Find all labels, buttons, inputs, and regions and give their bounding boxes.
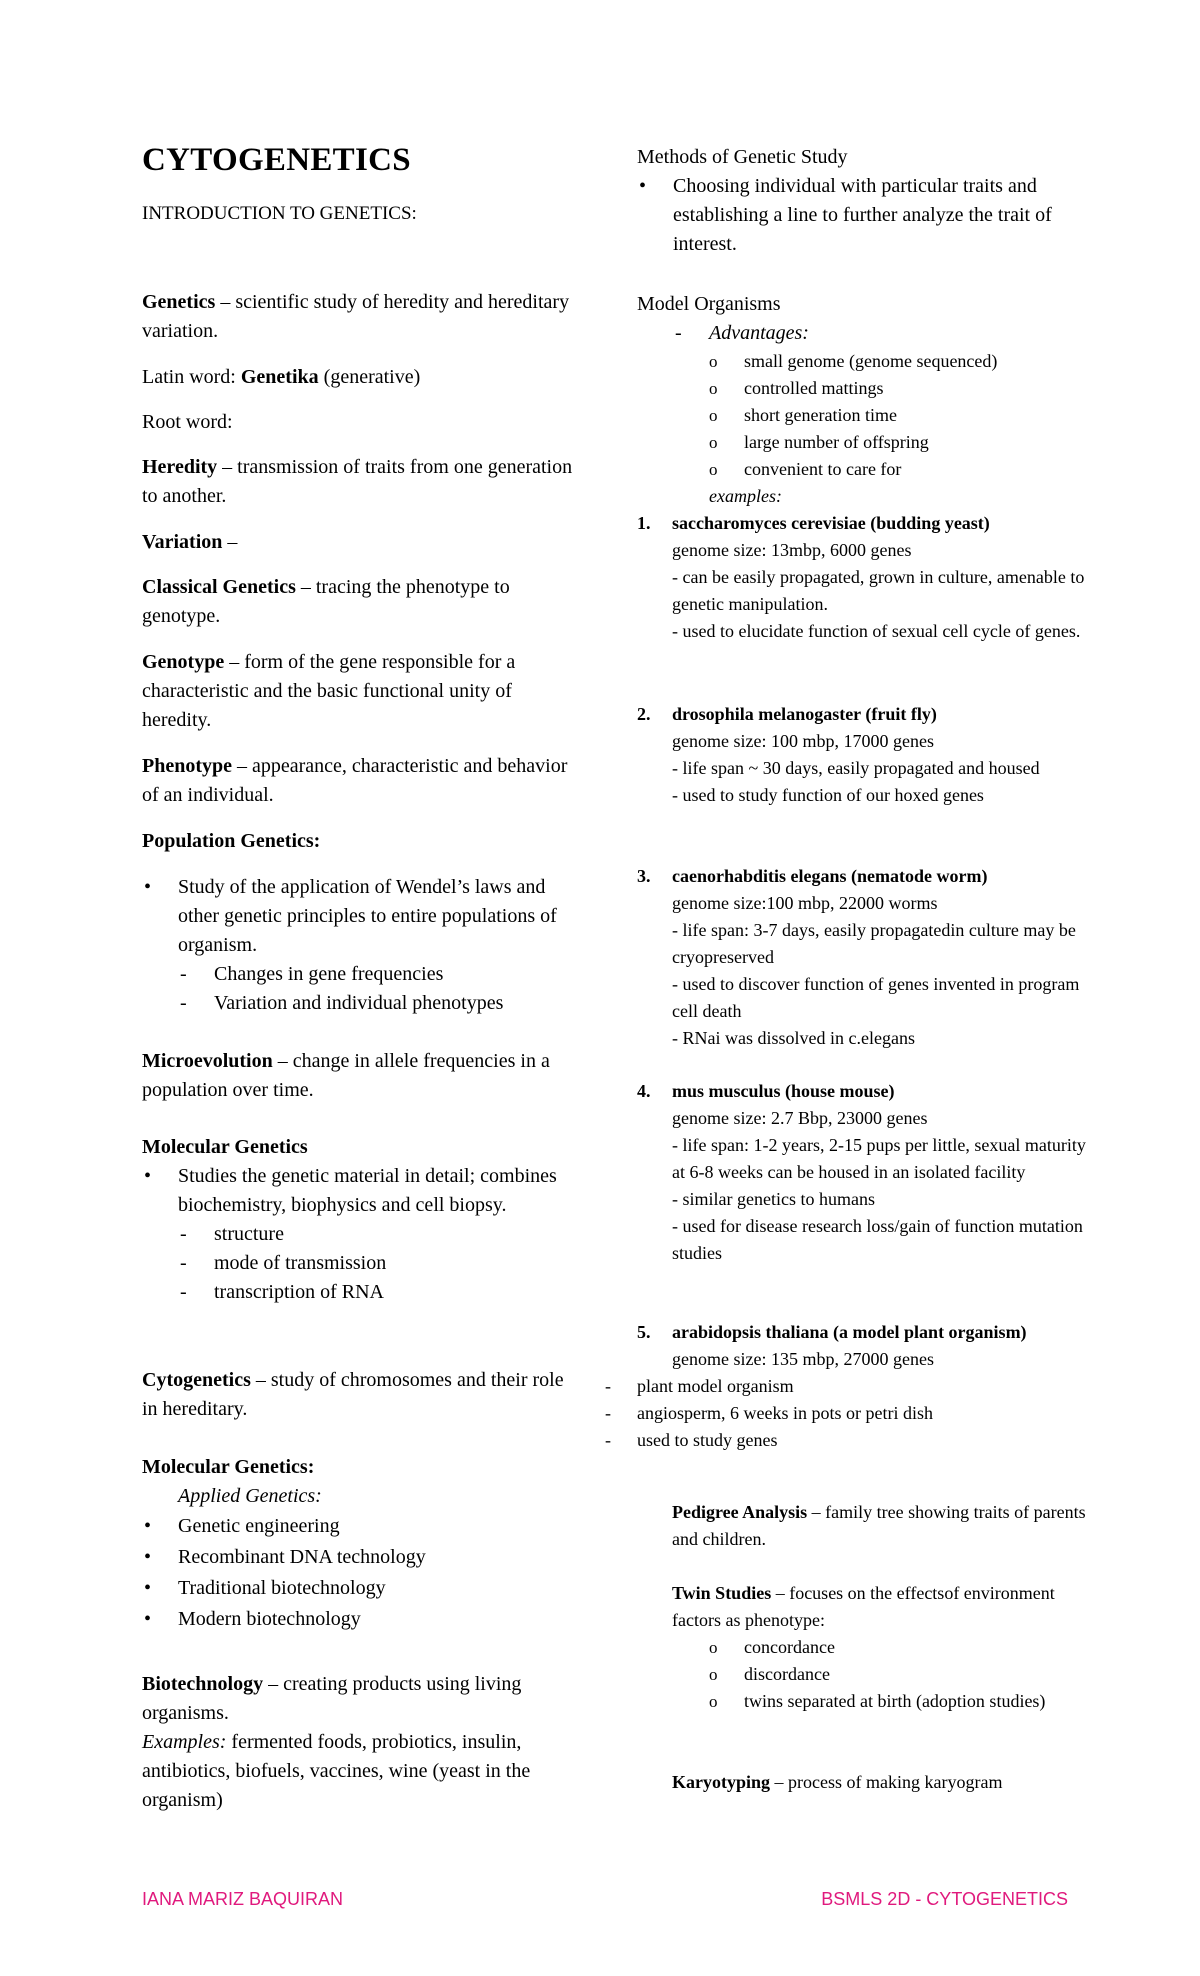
term: Pedigree Analysis bbox=[672, 1502, 808, 1522]
methods-list bbox=[637, 172, 1077, 259]
definition: – process of making karyogram bbox=[770, 1772, 1003, 1792]
pedigree-analysis-definition bbox=[672, 1499, 1087, 1553]
list-item: o convenient to care for bbox=[637, 456, 1077, 483]
list-item: o large number of offspring bbox=[637, 429, 1077, 456]
list-item: - Variation and individual phenotypes bbox=[142, 989, 582, 1018]
number: 2. bbox=[637, 704, 651, 724]
organism-name: arabidopsis thaliana (a model plant organism) bbox=[672, 1322, 1027, 1342]
term: Microevolution bbox=[142, 1050, 273, 1072]
molecular-genetics-list bbox=[142, 1162, 582, 1307]
line: - used to study function of our hoxed genes bbox=[672, 785, 984, 805]
organism-4 bbox=[637, 1078, 1087, 1267]
phenotype-definition bbox=[142, 752, 582, 810]
label: Examples: bbox=[142, 1731, 227, 1753]
definition: – form of the gene responsible for a characteristic and the basic functional unity of heredity. bbox=[142, 651, 516, 731]
definition: – study of chromosomes and their role in hereditary. bbox=[142, 1369, 564, 1420]
examples-text: fermented foods, probiotics, insulin, antibiotics, biofuels, vaccines, wine (yeast in the organism) bbox=[142, 1731, 531, 1811]
note: (generative) bbox=[318, 366, 421, 388]
list-item: - plant model organism bbox=[637, 1373, 1087, 1400]
term: Genetika bbox=[240, 366, 319, 388]
genetics-definition bbox=[142, 288, 582, 346]
heredity-definition bbox=[142, 453, 582, 511]
karyotyping-definition bbox=[672, 1769, 1087, 1796]
organism-name: caenorhabditis elegans (nematode worm) bbox=[672, 866, 988, 886]
organism-name: saccharomyces cerevisiae (budding yeast) bbox=[672, 513, 990, 533]
definition: – focuses on the effectsof environment factors as phenotype: bbox=[672, 1583, 1055, 1630]
organism-name: mus musculus (house mouse) bbox=[672, 1081, 895, 1101]
definition: – tracing the phenotype to genotype. bbox=[142, 576, 510, 627]
twin-studies-list bbox=[637, 1634, 1087, 1715]
examples-label: examples: bbox=[709, 486, 782, 506]
advantages-label-block bbox=[637, 319, 1077, 348]
list-item: • Study of the application of Wendel’s laws and other genetic principles to entire populations of organism. bbox=[142, 873, 582, 960]
genotype-definition bbox=[142, 648, 582, 735]
line: - used for disease research loss/gain of function mutation studies bbox=[672, 1216, 1083, 1263]
list-item: o twins separated at birth (adoption studies) bbox=[637, 1688, 1087, 1715]
list-item: - angiosperm, 6 weeks in pots or petri dish bbox=[637, 1400, 1087, 1427]
list-item: - Changes in gene frequencies bbox=[142, 960, 582, 989]
organism-3 bbox=[637, 863, 1087, 1052]
term: Karyotyping bbox=[672, 1772, 771, 1792]
list-item: • Recombinant DNA technology bbox=[142, 1542, 582, 1573]
number: 1. bbox=[637, 513, 651, 533]
number: 3. bbox=[637, 866, 651, 886]
definition: – change in allele frequencies in a population over time. bbox=[142, 1050, 550, 1101]
definition: – appearance, characteristic and behavior of an individual. bbox=[142, 755, 568, 806]
term: Biotechnology bbox=[142, 1673, 264, 1695]
line: genome size: 100 mbp, 17000 genes bbox=[672, 731, 934, 751]
definition: – bbox=[222, 531, 238, 553]
latin-word-line bbox=[142, 363, 582, 392]
term: Phenotype bbox=[142, 755, 232, 777]
term: Heredity bbox=[142, 456, 218, 478]
list-item: - mode of transmission bbox=[142, 1249, 582, 1278]
list-item: o discordance bbox=[637, 1661, 1087, 1688]
variation-definition bbox=[142, 528, 582, 557]
term: Variation bbox=[142, 531, 223, 553]
cytogenetics-definition bbox=[142, 1366, 582, 1424]
line: - life span: 1-2 years, 2-15 pups per little, sexual maturity at 6-8 weeks can be housed in an isolated facility bbox=[672, 1135, 1086, 1182]
organism-1 bbox=[637, 510, 1087, 645]
term: Genotype bbox=[142, 651, 225, 673]
definition: – creating products using living organisms. bbox=[142, 1673, 522, 1724]
list-item: o small genome (genome sequenced) bbox=[637, 348, 1077, 375]
term: Twin Studies bbox=[672, 1583, 772, 1603]
microevolution-definition bbox=[142, 1047, 582, 1105]
molecular-genetics-heading-2: Molecular Genetics: bbox=[142, 1456, 315, 1478]
line: - similar genetics to humans bbox=[672, 1189, 875, 1209]
definition: – family tree showing traits of parents and children. bbox=[672, 1502, 1086, 1549]
line: genome size: 13mbp, 6000 genes bbox=[672, 540, 912, 560]
line: - life span: 3-7 days, easily propagatedin culture may be cryopreserved bbox=[672, 920, 1076, 967]
term: Genetics bbox=[142, 291, 216, 313]
number: 4. bbox=[637, 1081, 651, 1101]
population-genetics-heading: Population Genetics: bbox=[142, 830, 321, 852]
list-item: • Traditional biotechnology bbox=[142, 1573, 582, 1604]
root-word-line: Root word: bbox=[142, 411, 233, 433]
document-title: CYTOGENETICS bbox=[142, 142, 411, 178]
list-item: o controlled mattings bbox=[637, 375, 1077, 402]
list-item: • Genetic engineering bbox=[142, 1511, 582, 1542]
footer-course: BSMLS 2D - CYTOGENETICS bbox=[821, 1889, 1068, 1909]
classical-genetics-definition bbox=[142, 573, 582, 631]
list-item: - used to study genes bbox=[637, 1427, 1087, 1454]
list-item: • Choosing individual with particular traits and establishing a line to further analyze the trait of interest. bbox=[637, 172, 1077, 259]
term: Cytogenetics bbox=[142, 1369, 251, 1391]
definition: – scientific study of heredity and hereditary variation. bbox=[142, 291, 570, 342]
footer-author: IANA MARIZ BAQUIRAN bbox=[142, 1889, 344, 1909]
list-item: o concordance bbox=[637, 1634, 1087, 1661]
list-item: - Applied Genetics: bbox=[142, 1482, 582, 1511]
line: - can be easily propagated, grown in culture, amenable to genetic manipulation. bbox=[672, 567, 1085, 614]
definition: – transmission of traits from one generation to another. bbox=[142, 456, 573, 507]
methods-heading: Methods of Genetic Study bbox=[637, 146, 848, 168]
line: genome size: 135 mbp, 27000 genes bbox=[672, 1349, 934, 1369]
term: Classical Genetics bbox=[142, 576, 296, 598]
line: - used to elucidate function of sexual cell cycle of genes. bbox=[672, 621, 1081, 641]
twin-studies-definition bbox=[672, 1580, 1087, 1634]
number: 5. bbox=[637, 1322, 651, 1342]
intro-heading: INTRODUCTION TO GENETICS: bbox=[142, 203, 417, 224]
line: - used to discover function of genes invented in program cell death bbox=[672, 974, 1080, 1021]
line: genome size:100 mbp, 22000 worms bbox=[672, 893, 938, 913]
line: genome size: 2.7 Bbp, 23000 genes bbox=[672, 1108, 928, 1128]
molecular-genetics-heading: Molecular Genetics bbox=[142, 1136, 308, 1158]
organism-name: drosophila melanogaster (fruit fly) bbox=[672, 704, 937, 724]
population-genetics-list bbox=[142, 873, 582, 1018]
line: - RNai was dissolved in c.elegans bbox=[672, 1028, 915, 1048]
model-organisms-heading: Model Organisms bbox=[637, 293, 781, 315]
advantages-list bbox=[637, 348, 1077, 510]
list-item: • Modern biotechnology bbox=[142, 1604, 582, 1635]
label: Latin word: bbox=[142, 366, 241, 388]
applied-genetics-list bbox=[142, 1482, 582, 1635]
advantages-label: - Advantages: bbox=[637, 319, 1077, 348]
list-item: - transcription of RNA bbox=[142, 1278, 582, 1307]
organism-5 bbox=[637, 1319, 1087, 1454]
biotechnology-definition bbox=[142, 1670, 582, 1815]
list-item: • Studies the genetic material in detail; combines biochemistry, biophysics and cell biopsy. bbox=[142, 1162, 582, 1220]
list-item: - structure bbox=[142, 1220, 582, 1249]
list-item: o short generation time bbox=[637, 402, 1077, 429]
organism-2 bbox=[637, 701, 1087, 809]
line: - life span ~ 30 days, easily propagated and housed bbox=[672, 758, 1040, 778]
